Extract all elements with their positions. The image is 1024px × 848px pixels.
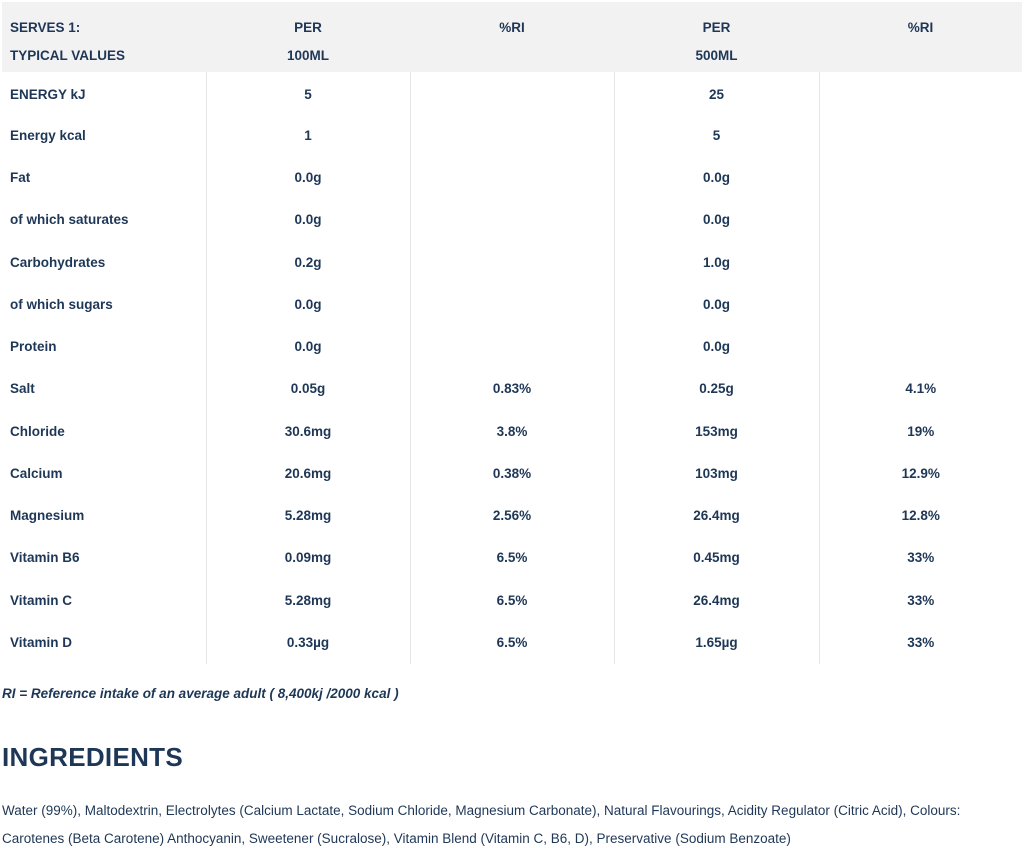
ri-per-500ml: 33% <box>819 537 1022 579</box>
nutrient-name: of which saturates <box>10 212 129 228</box>
ri-per-100ml <box>410 283 614 325</box>
value-per-100ml: 0.05g <box>206 368 410 410</box>
nutrient-name: Calcium <box>10 465 63 481</box>
table-row <box>2 368 1022 410</box>
value-per-500ml: 0.0g <box>614 199 819 241</box>
ri-per-500ml: 33% <box>819 579 1022 621</box>
ri-per-500ml <box>819 72 1022 114</box>
value-per-100ml: 5 <box>206 72 410 114</box>
table-row <box>2 157 1022 199</box>
table-row <box>2 495 1022 537</box>
nutrient-name: Energy kcal <box>10 127 86 143</box>
value-per-100ml: 0.09mg <box>206 537 410 579</box>
table-row <box>2 579 1022 621</box>
value-per-500ml: 0.45mg <box>614 537 819 579</box>
nutrition-table-header <box>2 2 1022 72</box>
header-ri-label: %RI <box>499 20 525 35</box>
ri-per-500ml <box>819 326 1022 368</box>
header-500ml-label: 500ML <box>695 48 738 63</box>
ingredients-heading: INGREDIENTS <box>2 742 183 772</box>
header-serves-label: SERVES 1: <box>10 20 81 35</box>
nutrient-name: Magnesium <box>10 508 85 524</box>
nutrient-name: ENERGY kJ <box>10 86 86 102</box>
value-per-500ml: 103mg <box>614 452 819 494</box>
nutrition-table <box>2 2 1022 664</box>
ri-footnote: RI = Reference intake of an average adult ( 8,400kj /2000 kcal ) <box>2 686 399 701</box>
table-row <box>2 410 1022 452</box>
header-typical-values-label: TYPICAL VALUES <box>10 48 126 63</box>
nutrient-name: of which sugars <box>10 296 113 312</box>
ri-per-500ml <box>819 241 1022 283</box>
value-per-100ml: 5.28mg <box>206 579 410 621</box>
table-row <box>2 537 1022 579</box>
nutrient-name: Chloride <box>10 423 65 439</box>
header-per-500ml <box>614 2 819 72</box>
table-row <box>2 452 1022 494</box>
ri-per-500ml <box>819 114 1022 156</box>
value-per-100ml: 0.0g <box>206 199 410 241</box>
header-row <box>2 2 1022 72</box>
value-per-500ml: 1.65µg <box>614 621 819 663</box>
table-row <box>2 114 1022 156</box>
ri-per-100ml: 6.5% <box>410 579 614 621</box>
header-per-100ml <box>206 2 410 72</box>
value-per-500ml: 0.0g <box>614 326 819 368</box>
table-row <box>2 621 1022 663</box>
value-per-100ml: 1 <box>206 114 410 156</box>
value-per-100ml: 0.0g <box>206 326 410 368</box>
ri-per-100ml: 0.83% <box>410 368 614 410</box>
value-per-100ml: 20.6mg <box>206 452 410 494</box>
table-row <box>2 199 1022 241</box>
header-ri-500ml <box>819 2 1022 72</box>
ri-per-100ml: 0.38% <box>410 452 614 494</box>
header-ri-100ml <box>410 2 614 72</box>
header-typical-values <box>2 2 206 72</box>
value-per-500ml: 0.0g <box>614 283 819 325</box>
value-per-100ml: 0.0g <box>206 283 410 325</box>
value-per-500ml: 0.0g <box>614 157 819 199</box>
nutrient-name: Fat <box>10 170 31 186</box>
nutrient-name: Protein <box>10 339 57 355</box>
ri-per-500ml: 12.9% <box>819 452 1022 494</box>
value-per-100ml: 30.6mg <box>206 410 410 452</box>
value-per-500ml: 26.4mg <box>614 579 819 621</box>
ri-per-100ml <box>410 72 614 114</box>
ingredients-list: Water (99%), Maltodextrin, Electrolytes (Calcium Lactate, Sodium Chloride, Magnesium Carbonate), Natural Flavourings, Acidity Regulator (Citric Acid), Colours: Carotenes (Beta Carotene) Anthocyanin, Sweetener (Sucralose), Vitamin Blend (Vitamin C, B6, D), Preservative (Sodium Benzoate) <box>2 803 961 846</box>
table-row <box>2 283 1022 325</box>
ri-per-500ml: 4.1% <box>819 368 1022 410</box>
header-per-label: PER <box>294 20 322 35</box>
table-row <box>2 72 1022 114</box>
ri-per-100ml <box>410 326 614 368</box>
nutrient-name: Vitamin B6 <box>10 550 80 566</box>
ri-per-100ml <box>410 241 614 283</box>
header-ri-label: %RI <box>907 20 934 35</box>
value-per-100ml: 0.2g <box>206 241 410 283</box>
nutrient-name: Vitamin D <box>10 634 73 650</box>
ri-per-500ml: 33% <box>819 621 1022 663</box>
value-per-500ml: 0.25g <box>614 368 819 410</box>
value-per-500ml: 153mg <box>614 410 819 452</box>
ri-per-100ml: 6.5% <box>410 621 614 663</box>
value-per-100ml: 0.0g <box>206 157 410 199</box>
value-per-100ml: 0.33µg <box>206 621 410 663</box>
ri-per-100ml: 3.8% <box>410 410 614 452</box>
ri-per-100ml: 6.5% <box>410 537 614 579</box>
nutrition-table-body <box>2 72 1022 664</box>
ri-per-100ml <box>410 157 614 199</box>
ri-per-500ml <box>819 199 1022 241</box>
ri-per-500ml <box>819 283 1022 325</box>
ri-per-100ml <box>410 114 614 156</box>
ri-per-500ml: 12.8% <box>819 495 1022 537</box>
nutrient-name: Carbohydrates <box>10 254 106 270</box>
value-per-500ml: 5 <box>614 114 819 156</box>
value-per-100ml: 5.28mg <box>206 495 410 537</box>
table-row <box>2 241 1022 283</box>
nutrient-name: Salt <box>10 381 35 397</box>
ri-per-100ml <box>410 199 614 241</box>
ri-per-500ml: 19% <box>819 410 1022 452</box>
value-per-500ml: 1.0g <box>614 241 819 283</box>
header-per-label: PER <box>702 20 731 35</box>
table-row <box>2 326 1022 368</box>
ri-per-100ml: 2.56% <box>410 495 614 537</box>
value-per-500ml: 26.4mg <box>614 495 819 537</box>
header-100ml-label: 100ML <box>286 48 330 63</box>
nutrient-name: Vitamin C <box>10 592 73 608</box>
ri-per-500ml <box>819 157 1022 199</box>
value-per-500ml: 25 <box>614 72 819 114</box>
